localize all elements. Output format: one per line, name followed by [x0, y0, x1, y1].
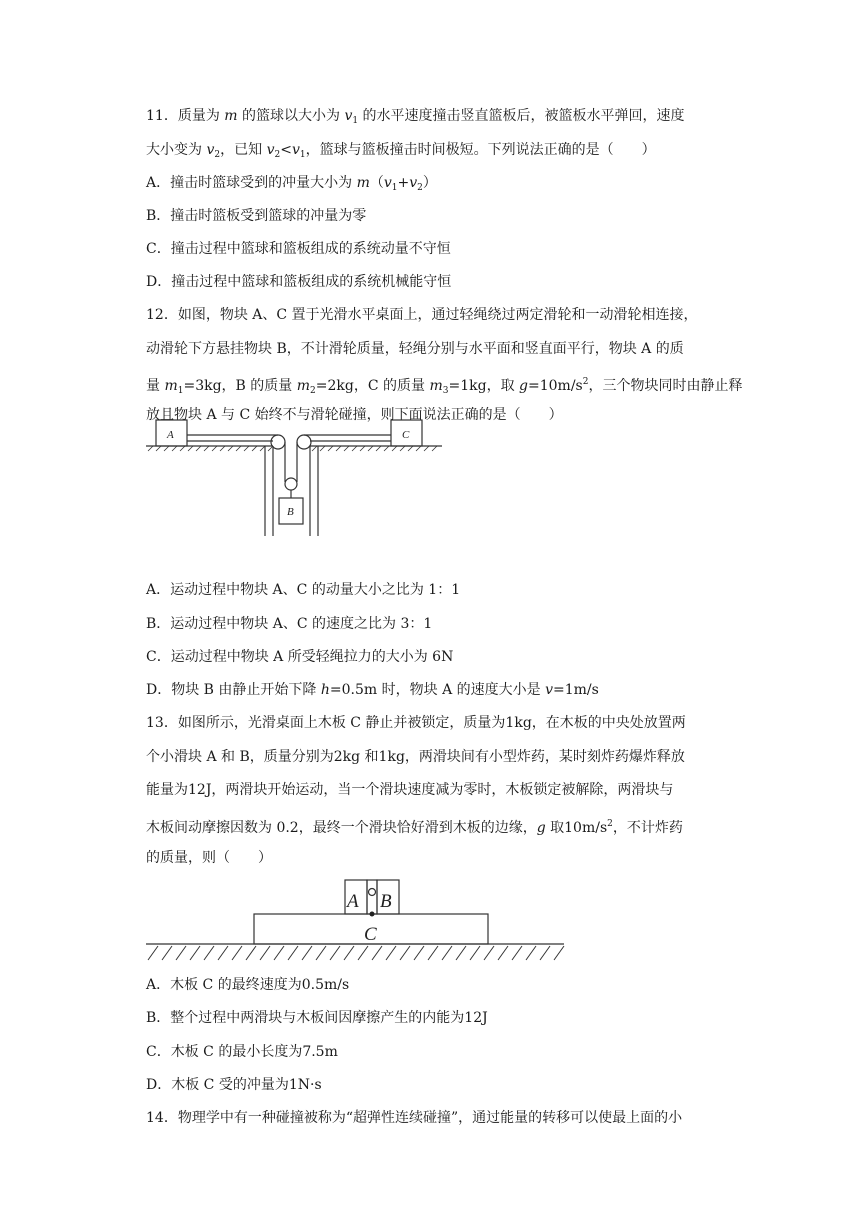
q14-stem-line1: 14．物理学中有一种碰撞被称为“超弹性连续碰撞”，通过能量的转移可以使最上面的小	[146, 1110, 683, 1126]
q12-option-a: A．运动过程中物块 A、C 的动量大小之比为 1：1	[146, 582, 461, 598]
q13-block-a-label: A	[347, 891, 359, 912]
q13-stem-line3: 能量为12J，两滑块开始运动，当一个滑块速度减为零时，木板锁定被解除，两滑块与	[146, 782, 674, 798]
q11-option-d: D．撞击过程中篮球和篮板组成的系统机械能守恒	[146, 274, 452, 290]
q12-option-b: B．运动过程中物块 A、C 的速度之比为 3：1	[146, 616, 433, 632]
q11-option-a: A．撞击时篮球受到的冲量大小为 $m(v_1+v_2)$	[146, 175, 437, 193]
q13-board-figure	[140, 874, 570, 964]
q12-stem-line3: 量 $m_1=3kg$，B 的质量 $m_2=2kg$，C 的质量 $m_3=1kg$，取 $g=10m/s^2$，三个物块同时由静止释	[146, 377, 743, 396]
q13-block-b-label: B	[380, 891, 392, 912]
q12-block-c-label: C	[402, 429, 410, 441]
q13-option-c: C．木板 C 的最小长度为7.5m	[146, 1044, 338, 1060]
q12-option-c: C．运动过程中物块 A 所受轻绳拉力的大小为 6N	[146, 649, 454, 665]
q13-option-b: B．整个过程中两滑块与木板间因摩擦产生的内能为12J	[146, 1010, 488, 1026]
q13-stem-line4: 木板间动摩擦因数为 0.2，最终一个滑块恰好滑到木板的边缘，g 取$10m/s^2$，不计炸药	[146, 819, 683, 836]
q12-stem-line1: 12．如图，物块 A、C 置于光滑水平桌面上，通过轻绳绕过两定滑轮和一动滑轮相连接，	[146, 307, 698, 323]
q11-stem-line2: 大小变为 $v_2$，已知 $v_2<v_1$，篮球与篮板撞击时间极短。下列说法正确的是（ ）	[146, 142, 656, 160]
q13-stem-line1: 13．如图所示，光滑桌面上木板 C 静止并被锁定，质量为1kg，在木板的中央处放置两	[146, 715, 686, 731]
q12-pulley-figure	[140, 414, 450, 544]
q12-stem-line4: 放且物块 A 与 C 始终不与滑轮碰撞，则下面说法正确的是（ ）	[146, 407, 563, 423]
q11-option-c: C．撞击过程中篮球和篮板组成的系统动量不守恒	[146, 241, 451, 257]
q12-block-b-label: B	[287, 506, 294, 518]
q12-block-a-label: A	[167, 429, 174, 441]
q13-stem-line5: 的质量，则（ ）	[146, 850, 272, 866]
q11-option-b: B．撞击时篮板受到篮球的冲量为零	[146, 208, 367, 224]
q13-board-c-label: C	[364, 924, 377, 945]
q13-stem-line2: 个小滑块 A 和 B，质量分别为2kg 和1kg，两滑块间有小型炸药，某时刻炸药爆炸释放	[146, 749, 685, 765]
q13-option-d: D．木板 C 受的冲量为1N·s	[146, 1077, 322, 1093]
q11-stem-line1: 11．质量为 m 的篮球以大小为 $v_1$ 的水平速度撞击竖直篮板后，被篮板水平弹回，速度	[146, 108, 685, 126]
q12-stem-line2: 动滑轮下方悬挂物块 B，不计滑轮质量，轻绳分别与水平面和竖直面平行，物块 A 的质	[146, 341, 684, 357]
q13-option-a: A．木板 C 的最终速度为0.5m/s	[146, 977, 350, 993]
q12-option-d: D．物块 B 由静止开始下降 h=0.5m 时，物块 A 的速度大小是 v=1m/s	[146, 682, 599, 698]
